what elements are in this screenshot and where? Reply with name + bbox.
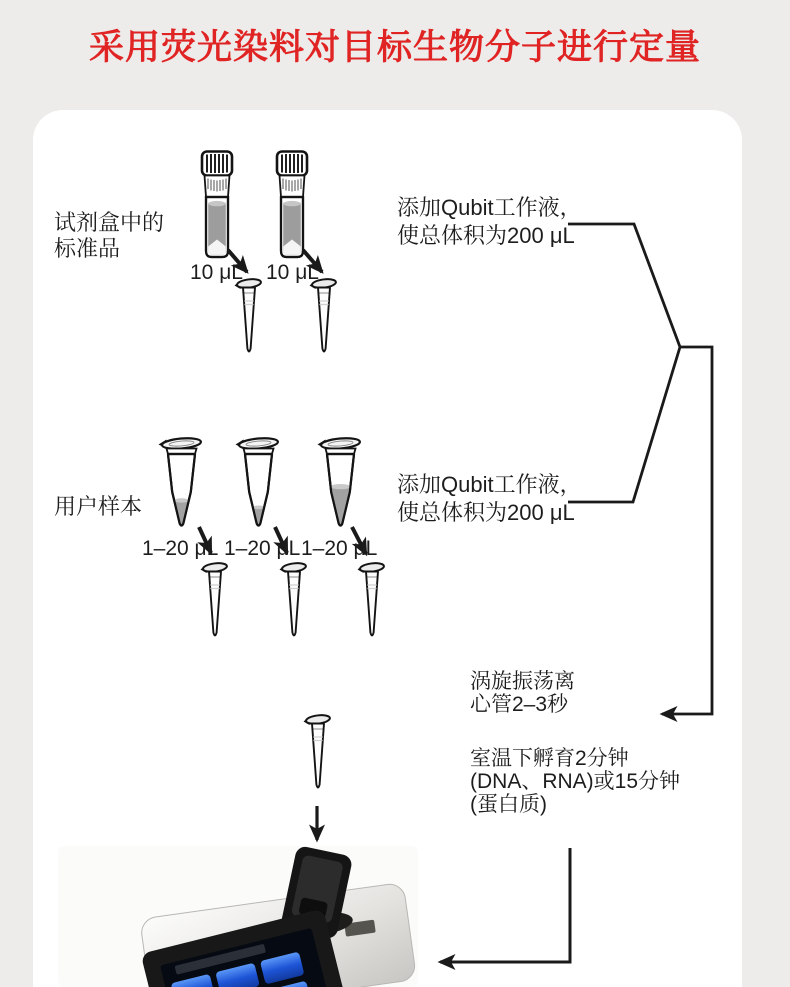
final-assay-tube-icon [301, 712, 333, 794]
sample-volume-label-1: 1–20 μL [142, 537, 219, 560]
vortex-step-line1: 涡旋振荡离 [470, 670, 575, 693]
standard-volume-label-2: 10 μL [266, 261, 319, 284]
incubate-step-line2: (DNA、RNA)或15分钟 [470, 770, 681, 793]
assay-tube-standard-1-icon [232, 276, 264, 358]
assay-tube-sample-2-icon [277, 560, 309, 642]
standards-label-line1: 试剂盒中的 [54, 210, 165, 235]
standards-label [54, 210, 164, 262]
standard-tube-1-icon [200, 150, 234, 260]
assay-tube-standard-2-icon [307, 276, 339, 358]
samples-instruction-line1: 添加Qubit工作液， [397, 472, 582, 497]
standards-instruction-line2: 使总体积为200 μL [397, 223, 575, 248]
standards-label-line2: 标准品 [54, 236, 121, 261]
user-sample-tube-1-icon [157, 436, 205, 532]
user-sample-tube-2-icon [234, 436, 282, 532]
assay-tube-sample-1-icon [198, 560, 230, 642]
incubate-step-line3: (蛋白质) [470, 793, 547, 816]
samples-instruction-line2: 使总体积为200 μL [397, 500, 575, 525]
incubate-step-label [470, 747, 680, 816]
assay-tube-sample-3-icon [355, 560, 387, 642]
page-title: 采用荧光染料对目标生物分子进行定量 [88, 28, 701, 67]
samples-instruction [397, 471, 582, 527]
sample-volume-label-3: 1–20 μL [301, 537, 378, 560]
vortex-step-label [470, 670, 575, 716]
user-sample-tube-3-icon [316, 436, 364, 532]
standard-tube-2-icon [275, 150, 309, 260]
standard-volume-label-1: 10 μL [190, 261, 243, 284]
standards-instruction-line1: 添加Qubit工作液， [397, 195, 582, 220]
standards-instruction [397, 194, 582, 250]
incubate-step-line1: 室温下孵育2分钟 [470, 747, 629, 770]
vortex-step-line2: 心管2–3秒 [470, 693, 569, 716]
sample-volume-label-2: 1–20 μL [224, 537, 301, 560]
samples-label: 用户样本 [54, 494, 143, 519]
qubit-fluorometer-image [55, 838, 417, 987]
